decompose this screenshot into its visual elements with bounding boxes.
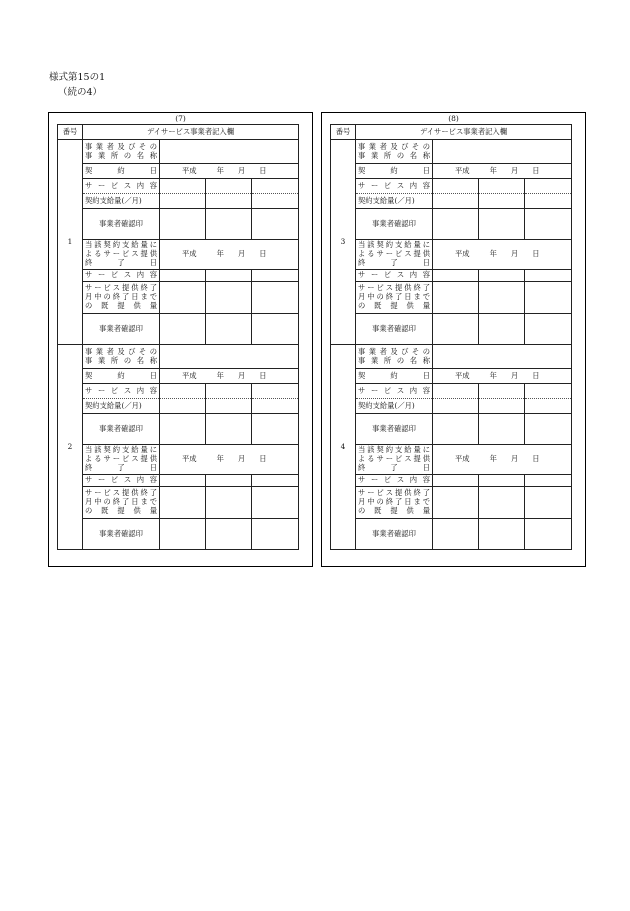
provider-name-label	[356, 140, 433, 164]
input-cell[interactable]	[160, 209, 206, 240]
label-line: よるサービス提供	[358, 454, 430, 464]
date-field	[160, 369, 299, 384]
input-cell[interactable]	[433, 475, 479, 487]
label-line: サービス内容	[358, 180, 430, 190]
date-field	[433, 369, 572, 384]
input-cell[interactable]	[433, 487, 479, 519]
label-line: 事業者及びその	[358, 141, 430, 151]
input-cell[interactable]	[206, 179, 252, 194]
service-end-label	[83, 240, 160, 270]
input-cell[interactable]	[252, 194, 299, 209]
label-line: 事業所の名称	[85, 150, 157, 160]
label-line: サービス提供終了	[85, 488, 157, 498]
label-line: 月中の終了日まで	[358, 292, 430, 302]
input-cell[interactable]	[252, 209, 299, 240]
label-line: 月中の終了日まで	[358, 497, 430, 507]
label-line: 終了日	[358, 462, 430, 472]
label-line: サービス内容	[358, 475, 430, 485]
label-line: よるサービス提供	[85, 249, 157, 259]
input-cell[interactable]	[206, 475, 252, 487]
date-part: 日	[532, 370, 540, 380]
date-part: 平成	[455, 165, 470, 175]
form-row	[331, 240, 572, 270]
input-cell[interactable]	[479, 475, 525, 487]
label-line: 当該契約支給量に	[85, 445, 157, 455]
input-cell[interactable]	[433, 399, 479, 414]
date-part: 日	[259, 454, 267, 464]
input-cell[interactable]	[479, 384, 525, 399]
input-cell[interactable]	[525, 209, 572, 240]
service-content-label	[83, 270, 160, 282]
provider-name-input[interactable]	[160, 140, 299, 164]
contract-date-label	[83, 369, 160, 384]
input-cell[interactable]	[252, 270, 299, 282]
form-row	[331, 487, 572, 519]
input-cell[interactable]	[160, 270, 206, 282]
confirm-seal-label: 事業者確認印	[356, 314, 433, 345]
service-end-label	[356, 445, 433, 475]
form-row	[58, 399, 299, 414]
form-subtitle: （続の4）	[58, 87, 103, 98]
record-table	[57, 124, 299, 550]
date-part: 月	[237, 165, 246, 175]
input-cell[interactable]	[206, 194, 252, 209]
contract-date-label	[356, 164, 433, 179]
form-row	[58, 384, 299, 399]
date-part: 日	[532, 249, 540, 259]
label-line: サービス内容	[358, 385, 430, 395]
form-row	[331, 399, 572, 414]
input-cell[interactable]	[160, 399, 206, 414]
form-row	[331, 164, 572, 179]
date-field	[160, 164, 299, 179]
input-cell[interactable]	[525, 475, 572, 487]
date-part: 日	[532, 454, 540, 464]
date-part: 年	[216, 454, 224, 464]
input-cell[interactable]	[206, 384, 252, 399]
input-cell[interactable]	[252, 475, 299, 487]
date-part: 月	[510, 165, 519, 175]
label-line: よるサービス提供	[85, 454, 157, 464]
form-row	[331, 314, 572, 345]
date-part: 年	[489, 370, 497, 380]
label-line: サービス内容	[358, 270, 430, 280]
provider-name-input[interactable]	[433, 345, 572, 369]
date-part: 年	[489, 454, 497, 464]
input-cell[interactable]	[160, 384, 206, 399]
service-content-label	[83, 384, 160, 399]
label-line: 契約日	[358, 370, 430, 380]
date-part: 平成	[182, 165, 197, 175]
input-cell[interactable]	[479, 209, 525, 240]
label-line: 終了日	[85, 257, 157, 267]
label-line: サービス提供終了	[358, 488, 430, 498]
date-field	[433, 445, 572, 475]
label-line: サービス内容	[85, 475, 157, 485]
entry-number: 4	[331, 345, 356, 550]
input-cell[interactable]	[433, 282, 479, 314]
label-line: 終了日	[358, 257, 430, 267]
input-cell[interactable]	[206, 282, 252, 314]
provider-name-label	[356, 345, 433, 369]
label-line: 当該契約支給量に	[358, 240, 430, 250]
input-cell[interactable]	[525, 487, 572, 519]
contract-date-label	[356, 369, 433, 384]
date-part: 年	[216, 370, 224, 380]
confirm-seal-label: 事業者確認印	[83, 209, 160, 240]
input-cell[interactable]	[525, 282, 572, 314]
confirm-seal-label: 事業者確認印	[356, 519, 433, 550]
service-content-label	[83, 179, 160, 194]
input-cell[interactable]	[160, 194, 206, 209]
date-part: 日	[259, 249, 267, 259]
label-line: 契約日	[85, 370, 157, 380]
input-cell[interactable]	[433, 414, 479, 445]
form-row	[331, 475, 572, 487]
date-part: 日	[259, 370, 267, 380]
form-row	[331, 345, 572, 369]
label-line: サービス提供終了	[358, 283, 430, 293]
input-cell[interactable]	[479, 270, 525, 282]
label-line: 契約日	[358, 165, 430, 175]
input-cell[interactable]	[252, 314, 299, 345]
provided-amount-label	[83, 487, 160, 519]
form-row	[58, 445, 299, 475]
provided-amount-label	[83, 282, 160, 314]
input-cell[interactable]	[252, 384, 299, 399]
label-line: 事業者及びその	[358, 346, 430, 356]
label-line: 月中の終了日まで	[85, 292, 157, 302]
form-row	[58, 282, 299, 314]
label-line: 事業者及びその	[85, 346, 157, 356]
form-row	[58, 519, 299, 550]
panel-number: (8)	[448, 114, 459, 123]
date-part: 年	[489, 165, 497, 175]
form-row	[58, 414, 299, 445]
label-line: 契約日	[85, 165, 157, 175]
input-cell[interactable]	[433, 270, 479, 282]
date-part: 平成	[182, 370, 197, 380]
date-field	[433, 240, 572, 270]
input-cell[interactable]	[206, 414, 252, 445]
label-line: の既提供量	[358, 505, 430, 515]
entry-number: 1	[58, 140, 83, 345]
input-cell[interactable]	[206, 314, 252, 345]
label-line: よるサービス提供	[358, 249, 430, 259]
form-row	[58, 194, 299, 209]
input-cell[interactable]	[479, 399, 525, 414]
form-row	[331, 445, 572, 475]
date-part: 年	[489, 249, 497, 259]
date-part: 平成	[455, 249, 470, 259]
form-row	[58, 179, 299, 194]
date-part: 月	[237, 249, 246, 259]
input-cell[interactable]	[252, 179, 299, 194]
input-cell[interactable]	[525, 519, 572, 550]
date-part: 年	[216, 249, 224, 259]
entry-number: 2	[58, 345, 83, 550]
input-cell[interactable]	[206, 519, 252, 550]
input-cell[interactable]	[479, 414, 525, 445]
form-row	[331, 194, 572, 209]
form-row	[331, 282, 572, 314]
service-content-label	[356, 384, 433, 399]
date-field	[160, 445, 299, 475]
date-part: 月	[510, 370, 519, 380]
input-cell[interactable]	[479, 282, 525, 314]
input-cell[interactable]	[479, 519, 525, 550]
label-line: サービス内容	[85, 270, 157, 280]
input-cell[interactable]	[525, 414, 572, 445]
form-row	[58, 475, 299, 487]
date-part: 年	[216, 165, 224, 175]
input-cell[interactable]	[433, 519, 479, 550]
label-line: 事業所の名称	[85, 355, 157, 365]
col-main-header: デイサービス事業者記入欄	[83, 125, 299, 140]
form-row	[58, 209, 299, 240]
label-line: サービス内容	[85, 180, 157, 190]
confirm-seal-label: 事業者確認印	[356, 209, 433, 240]
input-cell[interactable]	[160, 414, 206, 445]
date-field	[433, 164, 572, 179]
input-cell[interactable]	[433, 314, 479, 345]
label-line: の既提供量	[85, 505, 157, 515]
form-row	[331, 140, 572, 164]
date-field	[160, 240, 299, 270]
input-cell[interactable]	[252, 487, 299, 519]
date-part: 平成	[455, 454, 470, 464]
confirm-seal-label: 事業者確認印	[356, 414, 433, 445]
provided-amount-label	[356, 282, 433, 314]
input-cell[interactable]	[479, 179, 525, 194]
confirm-seal-label: 事業者確認印	[83, 414, 160, 445]
panel-number: (7)	[175, 114, 186, 123]
provider-name-label	[83, 345, 160, 369]
date-part: 月	[510, 454, 519, 464]
form-row	[331, 414, 572, 445]
input-cell[interactable]	[252, 282, 299, 314]
form-row	[58, 240, 299, 270]
input-cell[interactable]	[525, 384, 572, 399]
label-line: 当該契約支給量に	[85, 240, 157, 250]
service-end-label	[83, 445, 160, 475]
input-cell[interactable]	[160, 487, 206, 519]
record-table	[330, 124, 572, 550]
contract-amount-label: 契約支給量(／月)	[356, 194, 433, 209]
form-row	[331, 384, 572, 399]
input-cell[interactable]	[252, 414, 299, 445]
form-row	[331, 270, 572, 282]
date-part: 平成	[182, 454, 197, 464]
input-cell[interactable]	[433, 384, 479, 399]
form-row	[58, 140, 299, 164]
date-part: 平成	[455, 370, 470, 380]
input-cell[interactable]	[479, 194, 525, 209]
input-cell[interactable]	[252, 399, 299, 414]
form-row	[331, 519, 572, 550]
input-cell[interactable]	[525, 179, 572, 194]
input-cell[interactable]	[433, 179, 479, 194]
input-cell[interactable]	[160, 179, 206, 194]
confirm-seal-label: 事業者確認印	[83, 314, 160, 345]
contract-date-label	[83, 164, 160, 179]
form-row	[58, 487, 299, 519]
form-panel-left	[48, 112, 313, 567]
form-title: 様式第15の1	[49, 72, 106, 83]
input-cell[interactable]	[160, 282, 206, 314]
form-row	[331, 179, 572, 194]
form-row	[58, 345, 299, 369]
input-cell[interactable]	[479, 487, 525, 519]
label-line: 終了日	[85, 462, 157, 472]
input-cell[interactable]	[206, 487, 252, 519]
form-row	[58, 164, 299, 179]
label-line: の既提供量	[358, 300, 430, 310]
service-end-label	[356, 240, 433, 270]
date-part: 月	[510, 249, 519, 259]
col-number-header: 番号	[58, 125, 83, 140]
input-cell[interactable]	[206, 270, 252, 282]
date-part: 月	[237, 370, 246, 380]
form-panel-right	[321, 112, 586, 567]
service-content-label	[356, 270, 433, 282]
contract-amount-label: 契約支給量(／月)	[356, 399, 433, 414]
input-cell[interactable]	[525, 399, 572, 414]
form-row	[58, 314, 299, 345]
input-cell[interactable]	[525, 270, 572, 282]
input-cell[interactable]	[252, 519, 299, 550]
form-row	[331, 209, 572, 240]
input-cell[interactable]	[206, 209, 252, 240]
label-line: 事業所の名称	[358, 355, 430, 365]
confirm-seal-label: 事業者確認印	[83, 519, 160, 550]
label-line: 事業所の名称	[358, 150, 430, 160]
col-number-header: 番号	[331, 125, 356, 140]
form-row	[58, 270, 299, 282]
provided-amount-label	[356, 487, 433, 519]
contract-amount-label: 契約支給量(／月)	[83, 194, 160, 209]
input-cell[interactable]	[525, 314, 572, 345]
entry-number: 3	[331, 140, 356, 345]
input-cell[interactable]	[160, 519, 206, 550]
label-line: 月中の終了日まで	[85, 497, 157, 507]
provider-name-input[interactable]	[433, 140, 572, 164]
input-cell[interactable]	[433, 209, 479, 240]
input-cell[interactable]	[206, 399, 252, 414]
contract-amount-label: 契約支給量(／月)	[83, 399, 160, 414]
label-line: の既提供量	[85, 300, 157, 310]
label-line: 事業者及びその	[85, 141, 157, 151]
service-content-label	[83, 475, 160, 487]
service-content-label	[356, 475, 433, 487]
label-line: 当該契約支給量に	[358, 445, 430, 455]
input-cell[interactable]	[433, 194, 479, 209]
provider-name-input[interactable]	[160, 345, 299, 369]
form-row	[331, 369, 572, 384]
form-row	[58, 369, 299, 384]
date-part: 日	[259, 165, 267, 175]
provider-name-label	[83, 140, 160, 164]
col-main-header: デイサービス事業者記入欄	[356, 125, 572, 140]
date-part: 日	[532, 165, 540, 175]
label-line: サービス内容	[85, 385, 157, 395]
input-cell[interactable]	[160, 475, 206, 487]
date-part: 平成	[182, 249, 197, 259]
service-content-label	[356, 179, 433, 194]
input-cell[interactable]	[160, 314, 206, 345]
date-part: 月	[237, 454, 246, 464]
label-line: サービス提供終了	[85, 283, 157, 293]
input-cell[interactable]	[525, 194, 572, 209]
input-cell[interactable]	[479, 314, 525, 345]
